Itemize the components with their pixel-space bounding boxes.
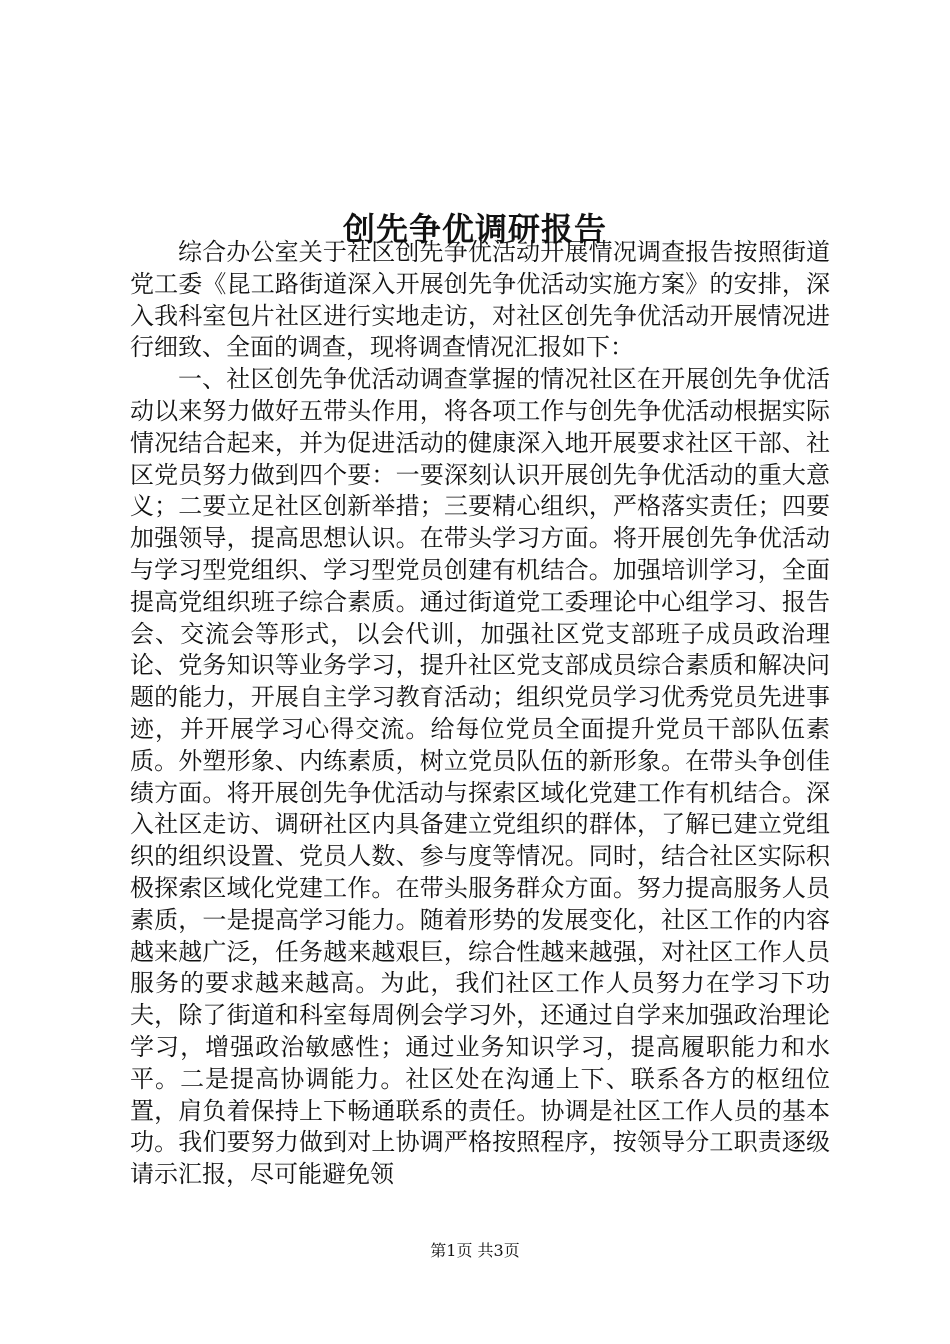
body-paragraph: 综合办公室关于社区创先争优活动开展情况调查报告按照街道党工委《昆工路街道深入开展创先争优活动实施方案》的安排，深入我科室包片社区进行实地走访，对社区创先争优活动开展情况进行细致、全面的调查，现将调查情况汇报如下： [130, 238, 830, 362]
body-paragraph: 一、社区创先争优活动调查掌握的情况社区在开展创先争优活动以来努力做好五带头作用，将各项工作与创先争优活动根据实际情况结合起来，并为促进活动的健康深入地开展要求社区干部、社区党员努力做到四个要：一要深刻认识开展创先争优活动的重大意义；二要立足社区创新举措；三要精心组织，严格落实责任；四要加强领导，提高思想认识。在带头学习方面。将开展创先争优活动与学习型党组织、学习型党员创建有机结合。加强培训学习，全面提高党组织班子综合素质。通过街道党工委理论中心组学习、报告会、交流会等形式，以会代训，加强社区党支部班子成员政治理论、党务知识等业务学习，提升社区党支部成员综合素质和解决问题的能力，开展自主学习教育活动；组织党员学习优秀党员先进事迹，并开展学习心得交流。给每位党员全面提升党员干部队伍素质。外塑形象、内练素质，树立党员队伍的新形象。在带头争创佳绩方面。将开展创先争优活动与探索区域化党建工作有机结合。深入社区走访、调研社区内具备建立党组织的群体，了解已建立党组织的组织设置、党员人数、参与度等情况。同时，结合社区实际积极探索区域化党建工作。在带头服务群众方面。努力提高服务人员素质，一是提高学习能力。随着形势的发展变化，社区工作的内容越来越广泛，任务越来越艰巨，综合性越来越强，对社区工作人员服务的要求越来越高。为此，我们社区工作人员努力在学习下功夫，除了街道和科室每周例会学习外，还通过自学来加强政治理论学习，增强政治敏感性；通过业务知识学习，提高履职能力和水平。二是提高协调能力。社区处在沟通上下、联系各方的枢纽位置，肩负着保持上下畅通联系的责任。协调是社区工作人员的基本功。我们要努力做到对上协调严格按照程序，按领导分工职责逐级请示汇报，尽可能避免领 [130, 365, 830, 1189]
page-indicator: 第1页 共3页 [430, 1241, 520, 1260]
document-body [130, 237, 830, 1191]
document-title: 创先争优调研报告 [342, 210, 607, 249]
page-footer [0, 1240, 950, 1262]
